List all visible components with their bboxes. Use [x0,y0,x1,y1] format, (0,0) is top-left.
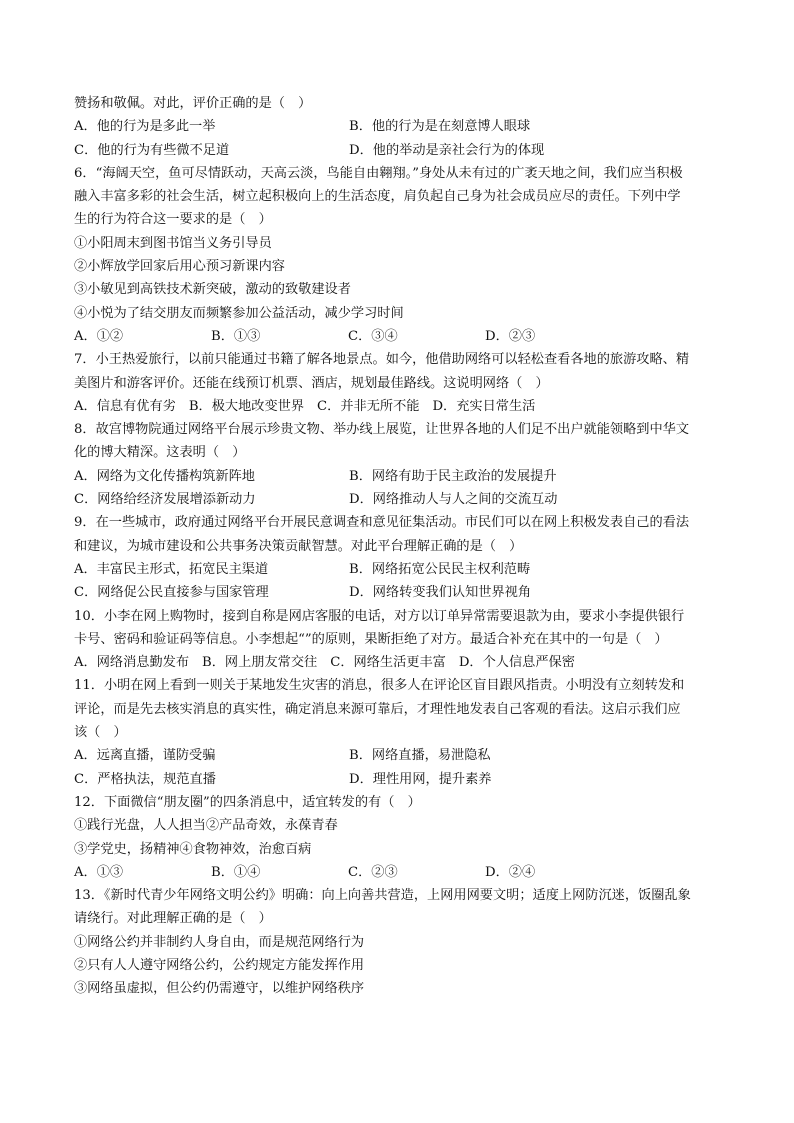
q6-stem-line: 生的行为符合这一要求的是（ ） [74,212,272,228]
q11-option-a[interactable]: A．远离直播，谨防受骗 [74,748,216,764]
q6-stem-line: 融入丰富多彩的社会生活，树立起积极向上的生活态度，肩负起自己身为社会成员应尽的责任。下列中学 [74,189,681,205]
q9-stem-line: 9．在一些城市，政府通过网络平台开展民意调查和意见征集活动。市民们可以在网上积极发表自己的看法 [74,515,690,531]
q8-option-d[interactable]: D．网络推动人与人之间的交流互动 [349,492,558,508]
q6-option-b[interactable]: B．①③ [211,328,261,344]
q5-options-row-2 [74,139,722,162]
q8-option-a[interactable]: A．网络为文化传播构筑新阵地 [74,468,255,484]
q12-item: ①践行光盘，人人担当②产品奇效，永葆青春 [74,818,338,834]
q12-stem-line: 12．下面微信“朋友圈”的四条消息中，适宜转发的有（ ） [74,794,421,810]
q6-item: ②小辉放学回家后用心预习新课内容 [74,259,285,275]
q7-option-a[interactable]: A．信息有优有劣 [74,398,176,414]
q12-option-b[interactable]: B．①④ [211,864,261,880]
q9-option-c[interactable]: C．网络促公民直接参与国家管理 [74,585,269,601]
q5-option-c[interactable]: C．他的行为有些微不足道 [74,142,230,158]
q10-stem-line: 10．小李在网上购物时，接到自称是网店客服的电话，对方以订单异常需要退款为由，要求小李提供银行 [74,608,685,624]
q9-stem-line: 和建议，为城市建设和公共事务决策贡献智慧。对此平台理解正确的是（ ） [74,538,523,554]
q6-item: ①小阳周末到图书馆当义务引导员 [74,235,272,251]
q6-option-d[interactable]: D．②③ [485,328,536,344]
q5-option-b[interactable]: B．他的行为是在刻意博人眼球 [349,119,531,135]
q13-stem-line: 13．《新时代青少年网络文明公约》明确：向上向善共营造，上网用网要文明；适度上网防沉迷，饭圈乱象 [74,888,691,904]
q8-stem-line: 8．故宫博物院通过网络平台展示珍贵文物、举办线上展览，让世界各地的人们足不出户就能领略到中华文 [74,422,690,438]
q8-option-b[interactable]: B．网络有助于民主政治的发展提升 [349,468,557,484]
q9-options-row-1 [74,558,722,581]
q8-stem-line: 化的博大精深。这表明（ ） [74,445,246,461]
q10-option-a[interactable]: A．网络消息勤发布 [74,655,190,671]
q7-stem-line: 7．小王热爱旅行，以前只能通过书籍了解各地景点。如今，他借助网络可以轻松查看各地的旅游攻略、精 [74,352,690,368]
q11-options-row-1 [74,744,722,767]
q6-item: ③小敏见到高铁技术新突破，激动的致敬建设者 [74,282,351,298]
q13-item: ②只有人人遵守网络公约，公约规定方能发挥作用 [74,957,365,973]
q13-stem-line: 请绕行。对此理解正确的是（ ） [74,911,272,927]
q8-options-row-2 [74,488,722,511]
q5-stem-tail: 赞扬和敬佩。对此，评价正确的是（ ） [74,96,312,111]
q12-option-c[interactable]: C．②③ [348,864,398,880]
q6-option-a[interactable]: A．①② [74,328,124,344]
q11-stem-line: 评论，而是先去核实消息的真实性，确定消息来源可靠后，才理性地发表自己客观的看法。这启示我们应 [74,701,681,717]
q6-stem-line: 6．“海阔天空，鱼可尽情跃动，天高云淡，鸟能自由翱翔。”身处从未有过的广袤天地之间，我们应当积极 [74,165,683,181]
q12-item: ③学党史，扬精神④食物神效，治愈百病 [74,841,312,857]
q12-options [74,861,722,884]
q6-item: ④小悦为了结交朋友而频繁参加公益活动，减少学习时间 [74,305,404,321]
q5-option-d[interactable]: D．他的举动是亲社会行为的体现 [349,142,545,158]
q9-option-b[interactable]: B．网络拓宽公民民主权利范畴 [349,561,531,577]
q12-option-a[interactable]: A．①③ [74,864,124,880]
q11-options-row-2 [74,768,722,791]
q5-option-a[interactable]: A．他的行为是多此一举 [74,119,216,135]
q11-option-d[interactable]: D．理性用网，提升素养 [349,771,492,787]
q8-options-row-1 [74,465,722,488]
q7-option-c[interactable]: C．并非无所不能 [317,398,420,414]
q7-stem-line: 美图片和游客评价。还能在线预订机票、酒店，规划最佳路线。这说明网络（ ） [74,375,549,391]
question-list [74,92,722,1001]
q10-option-b[interactable]: B．网上朋友常交往 [202,655,318,671]
q8-option-c[interactable]: C．网络给经济发展增添新动力 [74,492,256,508]
q6-options [74,325,722,348]
q10-option-c[interactable]: C．网络生活更丰富 [330,655,446,671]
q12-option-d[interactable]: D．②④ [485,864,536,880]
q13-item: ③网络虽虚拟，但公约仍需遵守，以维护网络秩序 [74,981,365,997]
q10-options [74,651,722,674]
q7-option-d[interactable]: D．充实日常生活 [432,398,536,414]
q7-option-b[interactable]: B．极大地改变世界 [188,398,305,414]
q11-option-c[interactable]: C．严格执法，规范直播 [74,771,216,787]
q7-options [74,395,722,418]
q11-option-b[interactable]: B．网络直播，易泄隐私 [349,748,491,764]
q9-options-row-2 [74,581,722,604]
q5-options-row-1 [74,115,722,138]
q11-stem-line: 该（ ） [74,725,127,741]
q10-stem-line: 卡号、密码和验证码等信息。小李想起“”的原则，果断拒绝了对方。最适合补充在其中的一句是（ ） [74,631,668,647]
q11-stem-line: 11．小明在网上看到一则关于某地发生灾害的消息，很多人在评论区盲目跟风指责。小明没有立刻转发和 [74,678,685,694]
q9-option-d[interactable]: D．网络转变我们认知世界视角 [349,585,532,601]
q10-option-d[interactable]: D．个人信息严保密 [458,655,575,671]
q9-option-a[interactable]: A．丰富民主形式，拓宽民主渠道 [74,561,269,577]
q6-option-c[interactable]: C．③④ [348,328,398,344]
q13-item: ①网络公约并非制约人身自由，而是规范网络行为 [74,934,365,950]
